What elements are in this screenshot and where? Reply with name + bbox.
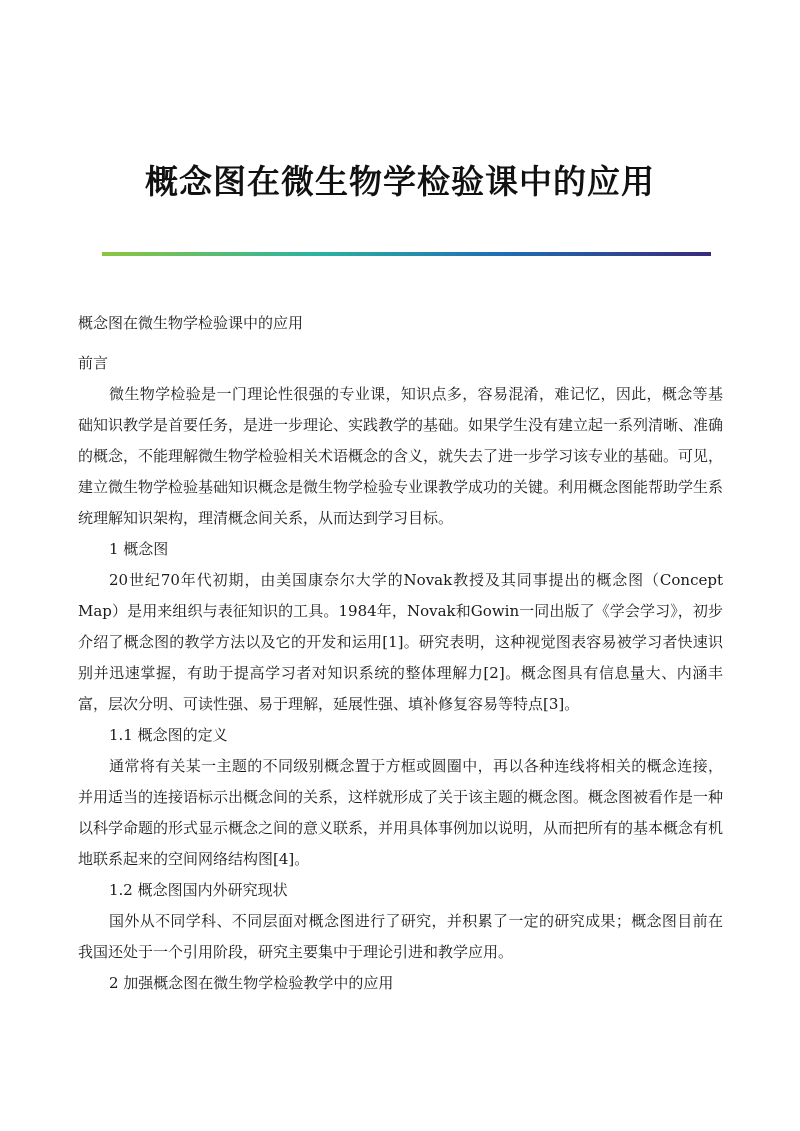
section-1-paragraph: 20世纪70年代初期，由美国康奈尔大学的Novak教授及其同事提出的概念图（Concept Map）是用来组织与表征知识的工具。1984年，Novak和Gowin一同出版了《学会学习》，初步介绍了概念图的教学方法以及它的开发和运用[1]。研究表明，这种视觉图表容易被学习者快速识别并迅速掌握，有助于提高学习者对知识系统的整体理解力[2]。概念图具有信息量大、内涵丰富，层次分明、可读性强、易于理解，延展性强、填补修复容易等特点[3]。 bbox=[78, 571, 723, 713]
section-1-1-heading: 1.1 概念图的定义 bbox=[109, 726, 228, 744]
document-subtitle: 概念图在微生物学检验课中的应用 bbox=[78, 314, 304, 332]
section-1-2-paragraph: 国外从不同学科、不同层面对概念图进行了研究，并积累了一定的研究成果；概念图目前在我国还处于一个引用阶段，研究主要集中于理论引进和教学应用。 bbox=[78, 912, 723, 961]
preface-heading: 前言 bbox=[78, 354, 109, 372]
section-1-1-paragraph: 通常将有关某一主题的不同级别概念置于方框或圆圈中，再以各种连线将相关的概念连接，并用适当的连接语标示出概念间的关系，这样就形成了关于该主题的概念图。概念图被看作是一种以科学命题的形式显示概念之间的意义联系，并用具体事例加以说明，从而把所有的基本概念有机地联系起来的空间网络结构图[4]。 bbox=[78, 757, 724, 868]
section-2-heading: 2 加强概念图在微生物学检验教学中的应用 bbox=[109, 974, 394, 992]
title-divider bbox=[102, 252, 711, 256]
page-title: 概念图在微生物学检验课中的应用 bbox=[145, 162, 655, 201]
section-1-2-heading: 1.2 概念图国内外研究现状 bbox=[109, 881, 288, 899]
preface-paragraph: 微生物学检验是一门理论性很强的专业课，知识点多，容易混淆，难记忆，因此，概念等基础知识教学是首要任务，是进一步理论、实践教学的基础。如果学生没有建立起一系列清晰、准确的概念，不能理解微生物学检验相关术语概念的含义，就失去了进一步学习该专业的基础。可见，建立微生物学检验基础知识概念是微生物学检验专业课教学成功的关键。利用概念图能帮助学生系统理解知识架构，理清概念间关系，从而达到学习目标。 bbox=[78, 385, 724, 527]
section-1-heading: 1 概念图 bbox=[109, 540, 169, 558]
document-body bbox=[78, 308, 723, 999]
